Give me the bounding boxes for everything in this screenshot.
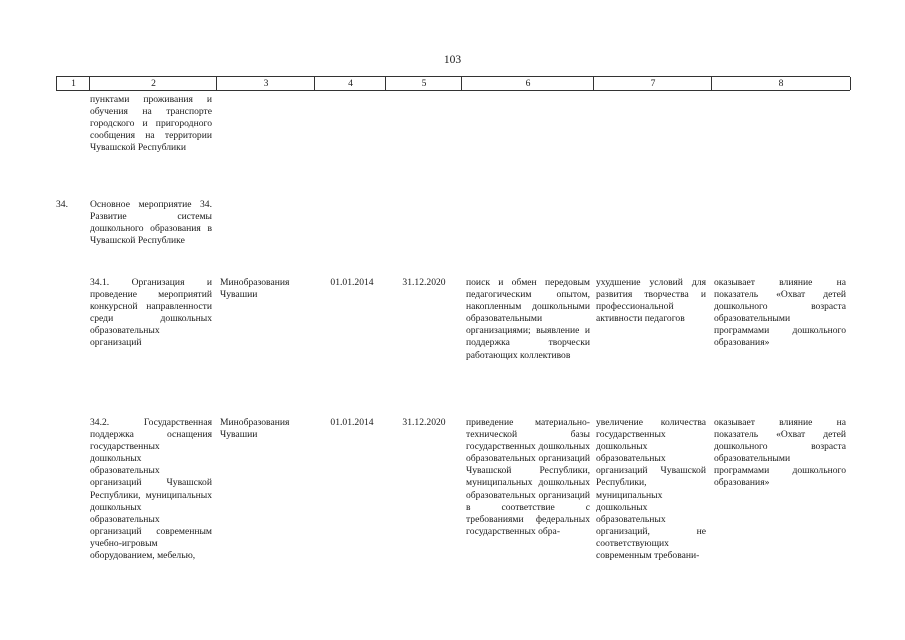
- expected-result: приведение материально-технической базы государственных дошкольных образовательных организаций Чувашской Республики, муниципальных дошкольных образовательных организаций в соответствие с требованиями федеральных государственных обра-: [466, 417, 590, 537]
- non-implementation-consequences: ухудшение условий для развития творчества и профессиональной активности педагогов: [596, 277, 706, 325]
- header-col-1: 1: [56, 77, 90, 90]
- header-col-6: 6: [461, 77, 594, 90]
- table-row: [56, 94, 850, 199]
- start-date: 01.01.2014: [330, 417, 374, 428]
- end-date: 31.12.2020: [402, 277, 446, 288]
- header-col-3: 3: [216, 77, 315, 90]
- table-row: [56, 417, 850, 587]
- executor: Минобразования Чувашии: [220, 277, 290, 301]
- executor: Минобразования Чувашии: [220, 417, 290, 441]
- start-date: 01.01.2014: [330, 277, 374, 288]
- header-col-4: 4: [314, 77, 386, 90]
- table-row: [56, 199, 850, 277]
- header-col-8: 8: [711, 77, 851, 90]
- page-number: 103: [443, 54, 462, 66]
- header-col-5: 5: [385, 77, 462, 90]
- indicator-link: оказывает влияние на показатель «Охват детей дошкольного возраста образовательными программами дошкольного образования»: [714, 417, 846, 489]
- expected-result: поиск и обмен передовым педагогическим опытом, накопленным дошкольными образовательными организациями; выявление и поддержка творчески работающих коллективов: [466, 277, 590, 361]
- measure-name: 34.2. Государственная поддержка оснащения государственных дошкольных образовательных организаций Чувашской Республики, муниципальных дошкольных образовательных организаций современным учебно-игровым оборудованием, мебелью,: [90, 417, 212, 562]
- header-col-2: 2: [89, 77, 217, 90]
- indicator-link: оказывает влияние на показатель «Охват детей дошкольного возраста образовательными программами дошкольного образования»: [714, 277, 846, 349]
- non-implementation-consequences: увеличение количества государственных дошкольных образовательных организаций Чувашской Республики, муниципальных дошкольных образовательных организаций, не соответствующих современным требовани-: [596, 417, 706, 562]
- table-row: [56, 277, 850, 417]
- measures-table: [56, 76, 850, 587]
- measure-name: 34.1. Организация и проведение мероприятий конкурсной направленности среди дошкольных образовательных организаций: [90, 277, 212, 349]
- header-col-7: 7: [593, 77, 712, 90]
- measure-name: пунктами проживания и обучения на транспорте городского и пригородного сообщения на территории Чувашской Республики: [90, 94, 212, 154]
- end-date: 31.12.2020: [402, 417, 446, 428]
- row-number: 34.: [56, 199, 68, 210]
- measure-name: Основное мероприятие 34. Развитие системы дошкольного образования в Чувашской Республике: [90, 199, 212, 247]
- table-header-row: [56, 76, 850, 91]
